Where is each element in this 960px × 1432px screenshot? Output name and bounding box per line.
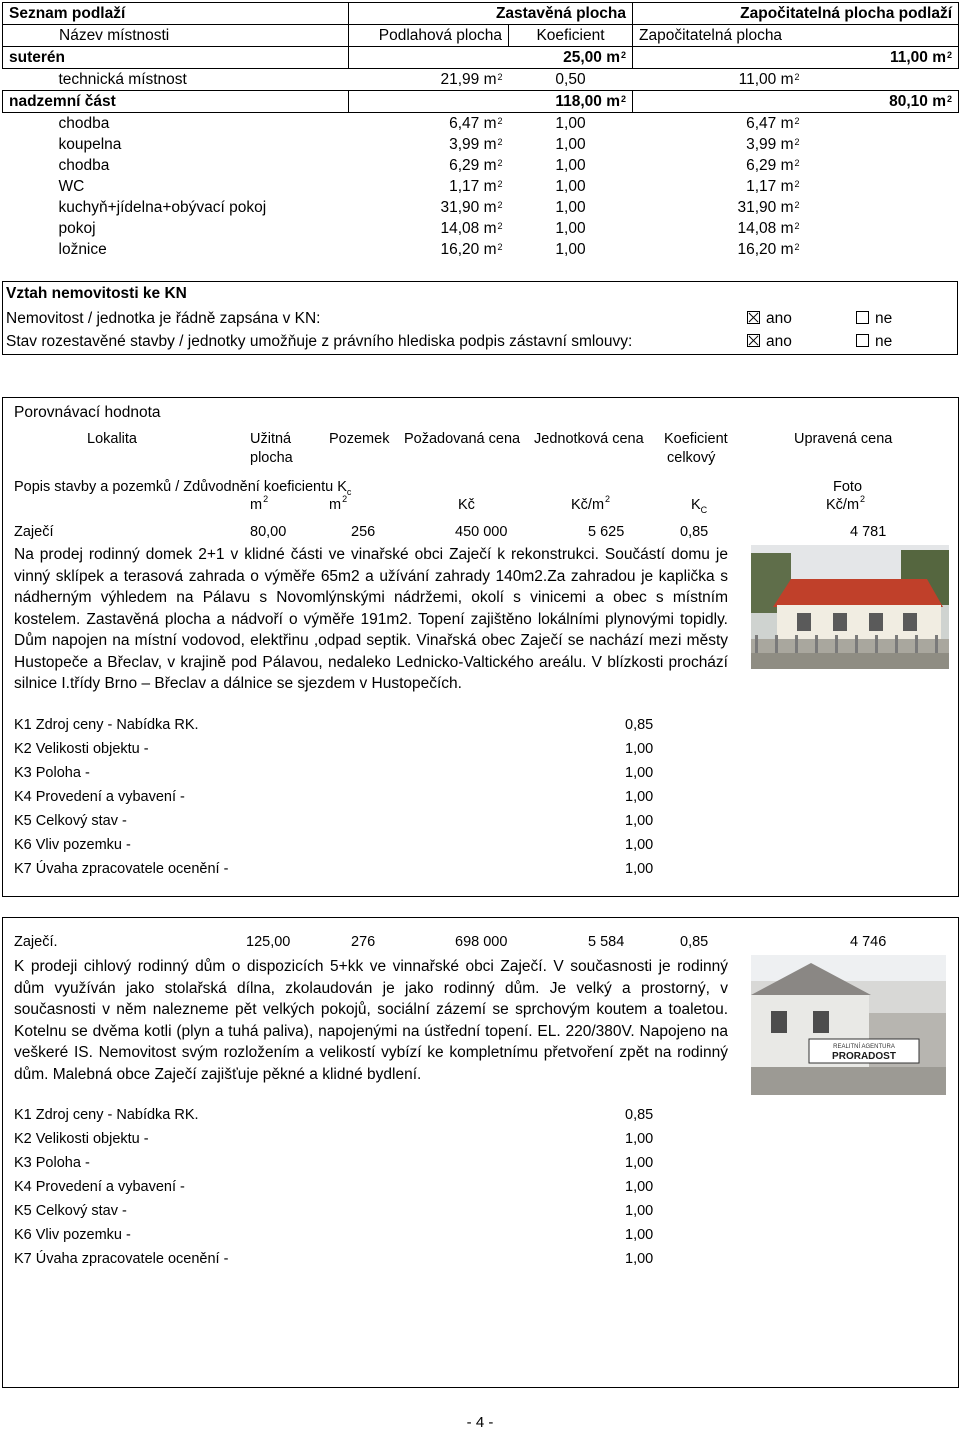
entry-land: 276 [351, 934, 376, 950]
house-photo [751, 955, 946, 1095]
coefficient-value: 1,00 [625, 765, 654, 781]
entry-description: Na prodej rodinný domek 2+1 v klidné části ve vinařské obci Zaječí k rekonstrukci. Součástí domu je vinný sklípek a terasová zahrada o výměře 65m2 a užívání zahrady 140m2.Za zahradou je kaplička s nádherným výhledem na Pálavu s Novomlýnskými nádržemi, okolí s vinicemi a obec s místním kostelem. Zastavěná plocha a nádvoří o výměře 191m2. Topení zajištěno lokálními plynovými topidly. Dům napojen na místní vodovod, elektřinu ,odpad septik. Vinařská obec Zaječí se nachází mezi městy Hustopeče a Břeclav, v krajině pod Pálavou, nedaleko Lednicko-Valtického areálu. V blízkosti prochází silnice I.třídy Brno – Břeclav a dálnice se sjezdem v Hustopečích. [14, 546, 728, 692]
coefficient-value: 1,00 [625, 837, 654, 853]
land-registry-box [2, 281, 958, 355]
room-name: chodba [58, 156, 110, 174]
coefficient-value: 1,00 [625, 1155, 654, 1171]
floor-label: nadzemní část [3, 91, 349, 113]
entry-price: 450 000 [455, 524, 508, 540]
room-name: WC [58, 177, 85, 195]
floor-counted-area: 11,00 $m^2$ [633, 47, 959, 69]
header-usable-area: Užitná [250, 431, 292, 447]
entry-description: K prodeji cihlový rodinný dům o dispozicích 5+kk ve vinnařské obci Zaječí. V současnosti je rodinný dům využíván jako stolařská dílna, zkolaudován je jako rodinný dům. Je velký a prostorný, v současnosti v něm nalezneme pět velkých pokojů, sociální zázemí se sprchovým koutem a toaletou. Kotelnu se dvěma kotli (plyn a tuhá paliva), napojenými na ústřední topení. EL. 220/380V. Napojeno na veškeré IS. Nemovitost svým rozložením a velikostí vybízí ke kompletnímu přetvoření zpět na rodinný dům. Malebná obce Zaječí zajišťuje pěkné a klidné bydlení. [14, 958, 728, 1083]
coefficient-label: K3 Poloha - [14, 1155, 90, 1171]
coefficient-label: K1 Zdroj ceny - Nabídka RK. [14, 1107, 199, 1123]
coefficient-value: 1,00 [625, 789, 654, 805]
header-coefficient: Koeficient [664, 431, 728, 447]
room-row [3, 155, 959, 176]
coefficient-value: 1,00 [625, 1179, 654, 1195]
coefficient-label: K6 Vliv pozemku - [14, 837, 131, 853]
floor-built-area: 118,00 $m^2$ [349, 91, 633, 113]
header-unit-price: Jednotková cena [534, 431, 644, 447]
house-photo [751, 545, 949, 669]
room-counted-area: 3,99 $m^2$ [746, 135, 800, 153]
room-counted-area: 6,29 $m^2$ [746, 156, 800, 174]
room-row [3, 134, 959, 155]
room-coefficient: 1,00 [555, 114, 586, 132]
room-counted-area: 31,90 $m^2$ [737, 198, 800, 216]
counted-area-heading: Započitatelná plocha podlaží [633, 3, 959, 25]
entry-usable-area: 125,00 [246, 934, 291, 950]
room-floor-area: 1,17 $m^2$ [449, 177, 503, 195]
room-coefficient: 1,00 [555, 177, 586, 195]
land-registry-question-1: Nemovitost / jednotka je řádně zapsána v KN: [6, 310, 321, 327]
coefficient-value: 1,00 [625, 1227, 654, 1243]
checked-box-icon[interactable] [747, 311, 760, 324]
entry-price: 698 000 [455, 934, 508, 950]
empty-box-icon[interactable] [856, 311, 869, 324]
room-coefficient: 0,50 [555, 70, 586, 88]
room-row [3, 197, 959, 218]
entry-land: 256 [351, 524, 376, 540]
floor-built-area: 25,00 $m^2$ [349, 47, 633, 69]
room-counted-area: 14,08 $m^2$ [737, 219, 800, 237]
room-row [3, 176, 959, 197]
entry-coefficient: 0,85 [680, 524, 709, 540]
room-counted-area: 1,17 $m^2$ [746, 177, 800, 195]
coefficient-value: 0,85 [625, 717, 654, 733]
unit-m2: $m^2$ [250, 494, 269, 513]
coefficient-value: 0,85 [625, 1107, 654, 1123]
coefficient-value: 1,00 [625, 861, 654, 877]
coefficient-label: K3 Poloha - [14, 765, 90, 781]
room-name: koupelna [58, 135, 122, 153]
room-counted-area: 16,20 $m^2$ [737, 240, 800, 258]
land-registry-title: Vztah nemovitosti ke KN [6, 285, 187, 302]
coefficient-label: K4 Provedení a vybavení - [14, 789, 185, 805]
coefficient-value: 1,00 [625, 1203, 654, 1219]
room-row [3, 239, 959, 260]
col-room-name: Název místnosti [3, 25, 349, 47]
entry-coefficient: 0,85 [680, 934, 709, 950]
room-coefficient: 1,00 [555, 198, 586, 216]
land-registry-question-2: Stav rozestavěné stavby / jednotky umožňuje z právního hlediska podpis zástavní smlouvy: [6, 333, 633, 350]
header-asking-price: Požadovaná cena [404, 431, 521, 447]
room-row [3, 113, 959, 135]
col-counted-area: Započitatelná plocha [633, 25, 959, 47]
entry-adjusted-price: 4 746 [850, 934, 887, 950]
room-name: pokoj [58, 219, 96, 237]
floor-row-nadzemni [3, 91, 959, 113]
built-area-heading: Zastavěná plocha [349, 3, 633, 25]
coefficient-value: 1,00 [625, 1251, 654, 1267]
room-name: kuchyň+jídelna+obývací pokoj [58, 198, 267, 216]
unit-kc-coef: $K_C$ [691, 497, 708, 515]
room-coefficient: 1,00 [555, 219, 586, 237]
room-counted-area: 11,00 $m^2$ [738, 70, 800, 88]
comparison-box-2 [2, 917, 959, 1388]
coefficient-value: 1,00 [625, 741, 654, 757]
coefficient-label: K5 Celkový stav - [14, 1203, 127, 1219]
coefficient-label: K2 Velikosti objektu - [14, 741, 149, 757]
coefficient-value: 1,00 [625, 1131, 654, 1147]
page-number: - 4 - [466, 1414, 494, 1431]
floor-list-heading: Seznam podlaží [3, 3, 349, 25]
coefficient-label: K5 Celkový stav - [14, 813, 127, 829]
q1-yes-option[interactable]: ano [747, 310, 792, 328]
coefficient-label: K1 Zdroj ceny - Nabídka RK. [14, 717, 199, 733]
unit-kc-m2: $Kč/m^2$ [571, 494, 611, 513]
unit-kc: Kč [458, 497, 475, 513]
svg-text:REALITNÍ AGENTURA: REALITNÍ AGENTURA [833, 1044, 895, 1050]
entry-unit-price: 5 584 [588, 934, 625, 950]
room-coefficient: 1,00 [555, 135, 586, 153]
header-land: Pozemek [329, 431, 390, 447]
header-adjusted-price: Upravená cena [794, 431, 893, 447]
header-usable-area-2: plocha [250, 450, 293, 466]
floor-table [2, 2, 959, 260]
floor-counted-area: 80,10 $m^2$ [633, 91, 959, 113]
room-coefficient: 1,00 [555, 156, 586, 174]
coefficient-label: K6 Vliv pozemku - [14, 1227, 131, 1243]
room-floor-area: 6,47 $m^2$ [449, 114, 503, 132]
comparison-title: Porovnávací hodnota [14, 404, 161, 421]
room-floor-area: 3,99 $m^2$ [449, 135, 503, 153]
col-coefficient: Koeficient [509, 25, 633, 47]
unit-m2: $m^2$ [329, 494, 348, 513]
empty-box-icon[interactable] [856, 334, 869, 347]
room-floor-area: 16,20 $m^2$ [440, 240, 503, 258]
header-description: Popis stavby a pozemků / Zdůvodnění koeficientu $K_c$ [14, 479, 352, 497]
header-lokalita: Lokalita [87, 431, 137, 447]
checked-box-icon[interactable] [747, 334, 760, 347]
room-floor-area: 6,29 $m^2$ [449, 156, 503, 174]
room-coefficient: 1,00 [555, 240, 586, 258]
room-name: ložnice [58, 240, 107, 258]
unit-kc-m2: $Kč/m^2$ [826, 494, 866, 513]
q2-yes-option[interactable]: ano [747, 333, 792, 351]
entry-usable-area: 80,00 [250, 524, 287, 540]
header-coefficient-2: celkový [667, 450, 716, 466]
floor-table-header-row [3, 3, 959, 25]
room-name: technická místnost [58, 70, 187, 88]
entry-location: Zaječí [14, 524, 54, 540]
room-row [3, 218, 959, 239]
entry-location: Zaječí. [14, 934, 58, 950]
room-floor-area: 14,08 $m^2$ [440, 219, 503, 237]
room-row [3, 69, 959, 91]
comparison-box-1 [2, 397, 959, 897]
svg-text:PRORADOST: PRORADOST [832, 1051, 896, 1062]
col-floor-area: Podlahová plocha [349, 25, 509, 47]
floor-row-suteren [3, 47, 959, 69]
q2-no-option[interactable]: ne [856, 333, 892, 351]
header-photo: Foto [833, 479, 863, 495]
floor-label: suterén [3, 47, 349, 69]
room-floor-area: 21,99 $m^2$ [440, 70, 503, 88]
room-name: chodba [58, 114, 110, 132]
floor-table-column-row [3, 25, 959, 47]
room-floor-area: 31,90 $m^2$ [440, 198, 503, 216]
q1-no-option[interactable]: ne [856, 310, 892, 328]
coefficient-label: K2 Velikosti objektu - [14, 1131, 149, 1147]
entry-unit-price: 5 625 [588, 524, 625, 540]
room-counted-area: 6,47 $m^2$ [746, 114, 800, 132]
coefficient-label: K7 Úvaha zpracovatele ocenění - [14, 1251, 229, 1267]
entry-adjusted-price: 4 781 [850, 524, 887, 540]
coefficient-label: K4 Provedení a vybavení - [14, 1179, 185, 1195]
coefficient-label: K7 Úvaha zpracovatele ocenění - [14, 861, 229, 877]
coefficient-value: 1,00 [625, 813, 654, 829]
